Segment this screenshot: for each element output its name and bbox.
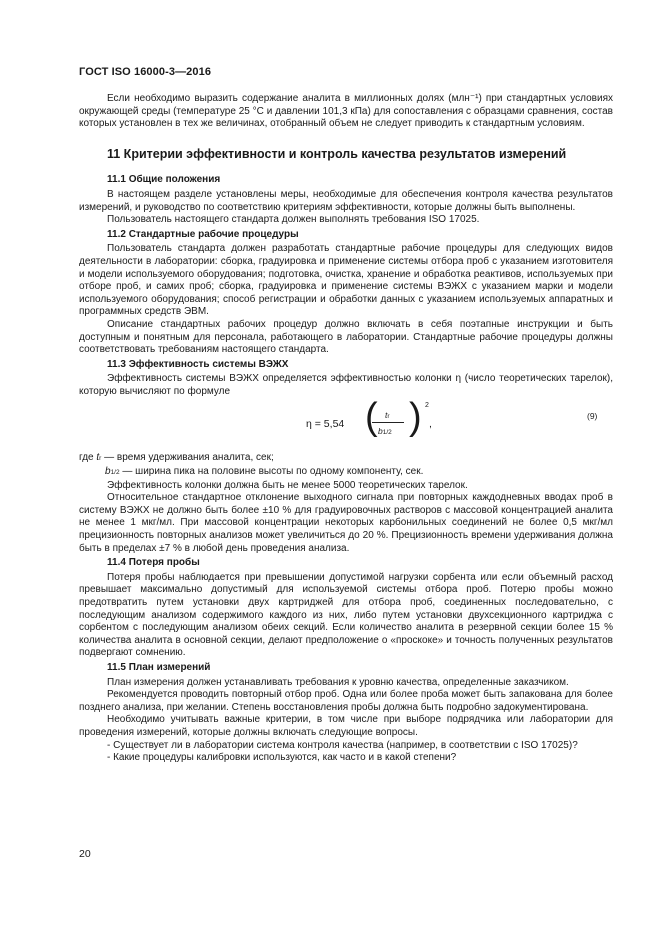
section-11-heading: 11 Критерии эффективности и контроль качества результатов измерений — [107, 146, 567, 161]
formula-left-paren: ( — [365, 396, 378, 439]
section-11-3-heading: 11.3 Эффективность системы ВЭЖХ — [107, 358, 289, 370]
section-11-1-heading: 11.1 Общие положения — [107, 174, 221, 186]
section-11-5-paragraph-3: Необходимо учитывать важные критерии, в том числе при выборе подрядчика или лаборатории для проведения измерений, которые должны включать следующие вопросы. — [79, 714, 613, 738]
section-11-5-heading: 11.5 План измерений — [107, 661, 211, 673]
denominator-sub: 1/2 — [382, 429, 392, 437]
formula-number: (9) — [587, 411, 598, 422]
formula-lhs: η = 5,54 — [306, 418, 345, 431]
section-11-2-heading: 11.2 Стандартные рабочие процедуры — [107, 228, 299, 240]
where-text-2: — ширина пика на половине высоты по одному компоненту, сек. — [119, 466, 424, 478]
section-11-1-paragraph-2: Пользователь настоящего стандарта должен выполнять требования ISO 17025. — [107, 214, 480, 226]
section-11-5-paragraph-2: Рекомендуется проводить повторный отбор проб. Одна или более проба может быть запакована для более позднего анализа, при желании. Степень восстановления пробы должна быть подробно задокументирована. — [79, 689, 613, 713]
section-11-3-paragraph-1: Эффективность системы ВЭЖХ определяется эффективностью колонки η (число теоретических тарелок), которую вычисляют по формуле — [79, 373, 613, 397]
where-prefix: где — [79, 452, 97, 464]
where-line-1 — [79, 452, 613, 466]
section-11-4-heading: 11.4 Потеря пробы — [107, 557, 200, 569]
section-11-5-paragraph-1: План измерения должен устанавливать требования к уровню качества, определенные заказчиком. — [107, 676, 569, 688]
formula-power: 2 — [425, 402, 429, 410]
denominator-var: b — [378, 426, 383, 437]
where-sub-r: r — [99, 455, 102, 463]
list-item: - Существует ли в лаборатории система контроля качества (например, в соответствии с ISO 17025)? — [107, 739, 578, 751]
document-header: ГОСТ ISO 16000-3—2016 — [79, 66, 212, 78]
section-11-3-paragraph-3: Относительное стандартное отклонение выходного сигнала при повторных каждодневных вводах проб в систему ВЭЖХ не должно быть более ±10 % для градуировочных растворов с массовой концентрацией аналита не менее 1 мкг/мл. При массовой концентрации некоторых карбонильных соединений не более 0,5 мкг/мл прецизионность повторных анализов может увеличиться до 20 %. Прецизионность времени удерживания должна быть в пределах ±7 % в любой день проведения анализа. — [79, 492, 613, 554]
intro-paragraph: Если необходимо выразить содержание аналита в миллионных долях (млн⁻¹) при стандартных условиях окружающей среды (температуре 25 °С и давлении 101,3 кПа) для сопоставления с образцами сравнения, состав которых установлен в тех же величинах, отобранный объем не следует приводить к стандартным условиям. — [79, 93, 613, 130]
section-11-3-paragraph-2: Эффективность колонки должна быть не менее 5000 теоретических тарелок. — [107, 479, 468, 491]
where-var-b: b — [105, 466, 111, 478]
section-11-2-paragraph-1: Пользователь стандарта должен разработать стандартные рабочие процедуры для следующих видов деятельности в лаборатории: сборка, градуировка и применение системы отбора проб с указанием изготовителя и модели используемого оборудования; подготовка, очистка, хранение и обработка реактивов, используемых при отборе проб, и самих проб; сборка, градуировка и применение системы ВЭЖХ с указанием марки и модели используемого оборудования; способ регистрации и обработки данных с указанием используемых аппаратных и программных средств ЭВМ. — [79, 243, 613, 318]
section-11-4-paragraph-1: Потеря пробы наблюдается при превышении допустимой нагрузки сорбента или если объемный расход превышает максимально допустимый для используемой системы отбора проб. Потерю пробы можно предотвратить путем установки двух картриджей для отбора проб, соединенных последовательно, с последующим анализом содержимого каждого из них, либо путем установки двухсекционного картриджа с сорбентом с последующим анализом обеих секций. Если количество аналита в резервной секции более 15 % количества аналита в основной секции, делают предположение о «проскоке» и точность полученных результатов подвергают сомнению. — [79, 571, 613, 659]
section-11-2-paragraph-2: Описание стандартных рабочих процедур должно включать в себя поэтапные инструкции и быть доступным и понятным для персонала, работающего в лаборатории. Стандартные рабочие процедуры должны соответствовать требованиям настоящего стандарта. — [79, 318, 613, 356]
page-number: 20 — [79, 848, 91, 860]
numerator-sub: r — [387, 413, 390, 421]
formula-comma: , — [429, 418, 432, 431]
document-body — [79, 93, 613, 765]
formula-denominator — [378, 425, 392, 440]
formula-9 — [79, 398, 613, 452]
where-line-2 — [79, 466, 613, 480]
formula-right-paren: ) — [409, 396, 422, 439]
list-item: - Какие процедуры калибровки используются, как часто и в какой степени? — [107, 752, 457, 764]
where-var-t: t — [96, 452, 100, 464]
section-11-1-paragraph-1: В настоящем разделе установлены меры, необходимые для обеспечения контроля качества результатов измерений, и руководство по соответствию критериям эффективности, которые должны быть выполнены. — [79, 188, 613, 213]
fraction-bar — [372, 422, 404, 423]
where-text-1: — время удерживания аналита, сек; — [101, 452, 274, 464]
where-sub-half: 1/2 — [110, 469, 120, 477]
numerator-var: t — [385, 410, 388, 421]
